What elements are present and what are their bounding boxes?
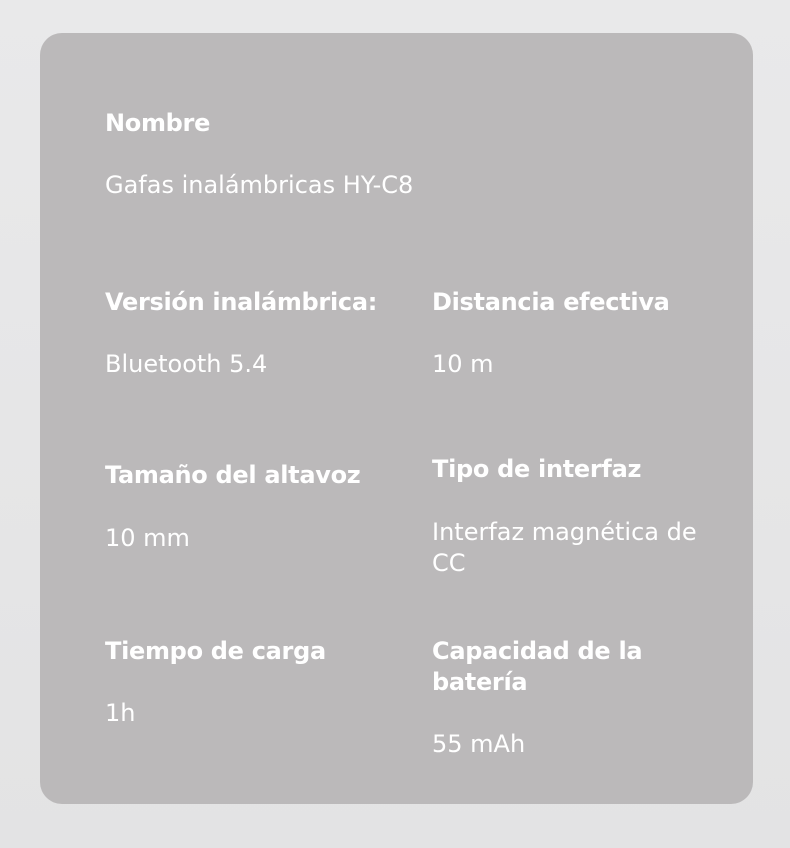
- name-value: Gafas inalámbricas HY-C8: [105, 171, 414, 199]
- battery-capacity-label: Capacidad de la batería: [432, 637, 643, 696]
- interface-type-label: Tipo de interfaz: [432, 455, 642, 483]
- charge-time-label: Tiempo de carga: [105, 637, 326, 665]
- spec-card: [40, 33, 753, 804]
- effective-distance-value: 10 m: [432, 350, 494, 378]
- effective-distance-label: Distancia efectiva: [432, 288, 670, 316]
- wireless-version-value: Bluetooth 5.4: [105, 350, 268, 378]
- wireless-version-label: Versión inalámbrica:: [105, 288, 378, 316]
- speaker-size-value: 10 mm: [105, 524, 190, 552]
- name-label: Nombre: [105, 109, 211, 137]
- interface-type-value: Interfaz magnética de CC: [432, 518, 697, 577]
- battery-capacity-value: 55 mAh: [432, 730, 526, 758]
- charge-time-value: 1h: [105, 699, 136, 727]
- speaker-size-label: Tamaño del altavoz: [105, 461, 361, 489]
